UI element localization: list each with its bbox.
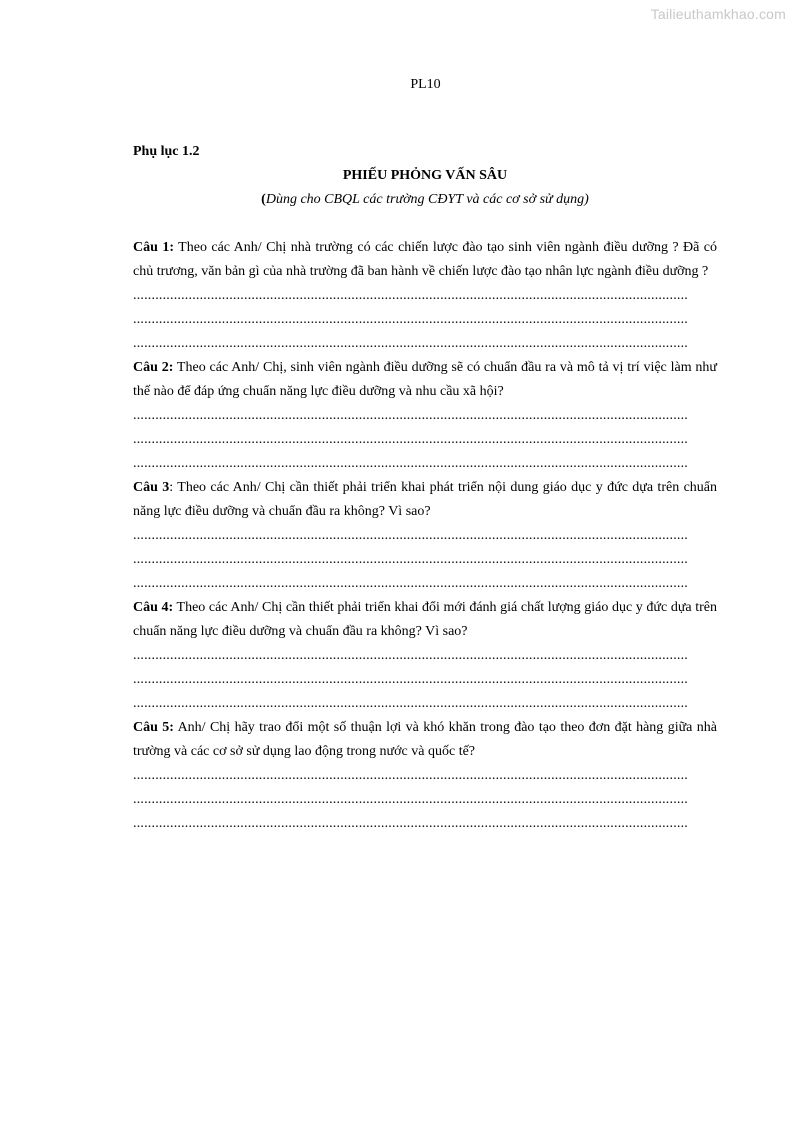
question-body: : Theo các Anh/ Chị cần thiết phải triển khai phát triển nội dung giáo dục y đức dựa trên chuẩn năng lực điều dưỡng và chuẩn đầu ra không? Vì sao? bbox=[133, 480, 717, 519]
question-label: Câu 1: bbox=[133, 240, 174, 255]
question-3 bbox=[133, 476, 717, 596]
answer-line[interactable]: ...................................................................................................................................................... bbox=[133, 576, 688, 591]
answer-line[interactable]: ...................................................................................................................................................... bbox=[133, 816, 688, 831]
answer-line[interactable]: ...................................................................................................................................................... bbox=[133, 408, 688, 423]
watermark: Tailieuthamkhao.com bbox=[650, 6, 786, 22]
page-label: PL10 bbox=[410, 77, 441, 92]
subtitle-open-paren: ( bbox=[261, 192, 266, 207]
answer-line[interactable]: ...................................................................................................................................................... bbox=[133, 528, 688, 543]
question-label: Câu 5: bbox=[133, 720, 174, 735]
page-subtitle bbox=[133, 190, 717, 210]
question-text bbox=[133, 476, 717, 524]
answer-line[interactable]: ...................................................................................................................................................... bbox=[133, 648, 688, 663]
answer-line[interactable]: ...................................................................................................................................................... bbox=[133, 696, 688, 711]
question-text bbox=[133, 236, 717, 284]
appendix-heading: Phụ lục 1.2 bbox=[133, 144, 200, 159]
question-text bbox=[133, 596, 717, 644]
question-body: Anh/ Chị hãy trao đổi một số thuận lợi và khó khăn trong đào tạo theo đơn đặt hàng giữa nhà trường và các cơ sở sử dụng lao động trong nước và quốc tế? bbox=[133, 720, 717, 759]
question-label: Câu 2: bbox=[133, 360, 174, 375]
question-1 bbox=[133, 236, 717, 356]
answer-line[interactable]: ...................................................................................................................................................... bbox=[133, 552, 688, 567]
answer-line[interactable]: ...................................................................................................................................................... bbox=[133, 312, 688, 327]
answer-line[interactable]: ...................................................................................................................................................... bbox=[133, 336, 688, 351]
page-title: PHIẾU PHỎNG VẤN SÂU bbox=[342, 168, 508, 183]
document-body bbox=[133, 142, 717, 836]
subtitle-text: Dùng cho CBQL các trường CĐYT và các cơ sở sử dụng) bbox=[265, 192, 589, 207]
answer-line[interactable]: ...................................................................................................................................................... bbox=[133, 768, 688, 783]
question-body: Theo các Anh/ Chị nhà trường có các chiến lược đào tạo sinh viên ngành điều dưỡng ? Đã có chủ trương, văn bản gì của nhà trường đã ban hành về chiến lược đào tạo nhân lực ngành điều dưỡng ? bbox=[133, 240, 718, 279]
question-list bbox=[133, 236, 717, 836]
answer-line[interactable]: ...................................................................................................................................................... bbox=[133, 672, 688, 687]
question-label: Câu 4: bbox=[133, 600, 174, 615]
question-text bbox=[133, 716, 717, 764]
answer-line[interactable]: ...................................................................................................................................................... bbox=[133, 288, 688, 303]
question-4 bbox=[133, 596, 717, 716]
answer-line[interactable]: ...................................................................................................................................................... bbox=[133, 792, 688, 807]
question-label: Câu 3 bbox=[133, 480, 170, 495]
question-text bbox=[133, 356, 717, 404]
question-body: Theo các Anh/ Chị, sinh viên ngành điều dưỡng sẽ có chuẩn đầu ra và mô tả vị trí việc làm như thế nào để đáp ứng chuẩn năng lực điều dưỡng và nhu cầu xã hội? bbox=[133, 360, 717, 399]
question-2 bbox=[133, 356, 717, 476]
answer-line[interactable]: ...................................................................................................................................................... bbox=[133, 432, 688, 447]
answer-line[interactable]: ...................................................................................................................................................... bbox=[133, 456, 688, 471]
question-body: Theo các Anh/ Chị cần thiết phải triển khai đổi mới đánh giá chất lượng giáo dục y đức dựa trên chuẩn năng lực điều dưỡng và chuẩn đầu ra không? Vì sao? bbox=[133, 600, 717, 639]
question-5 bbox=[133, 716, 717, 836]
